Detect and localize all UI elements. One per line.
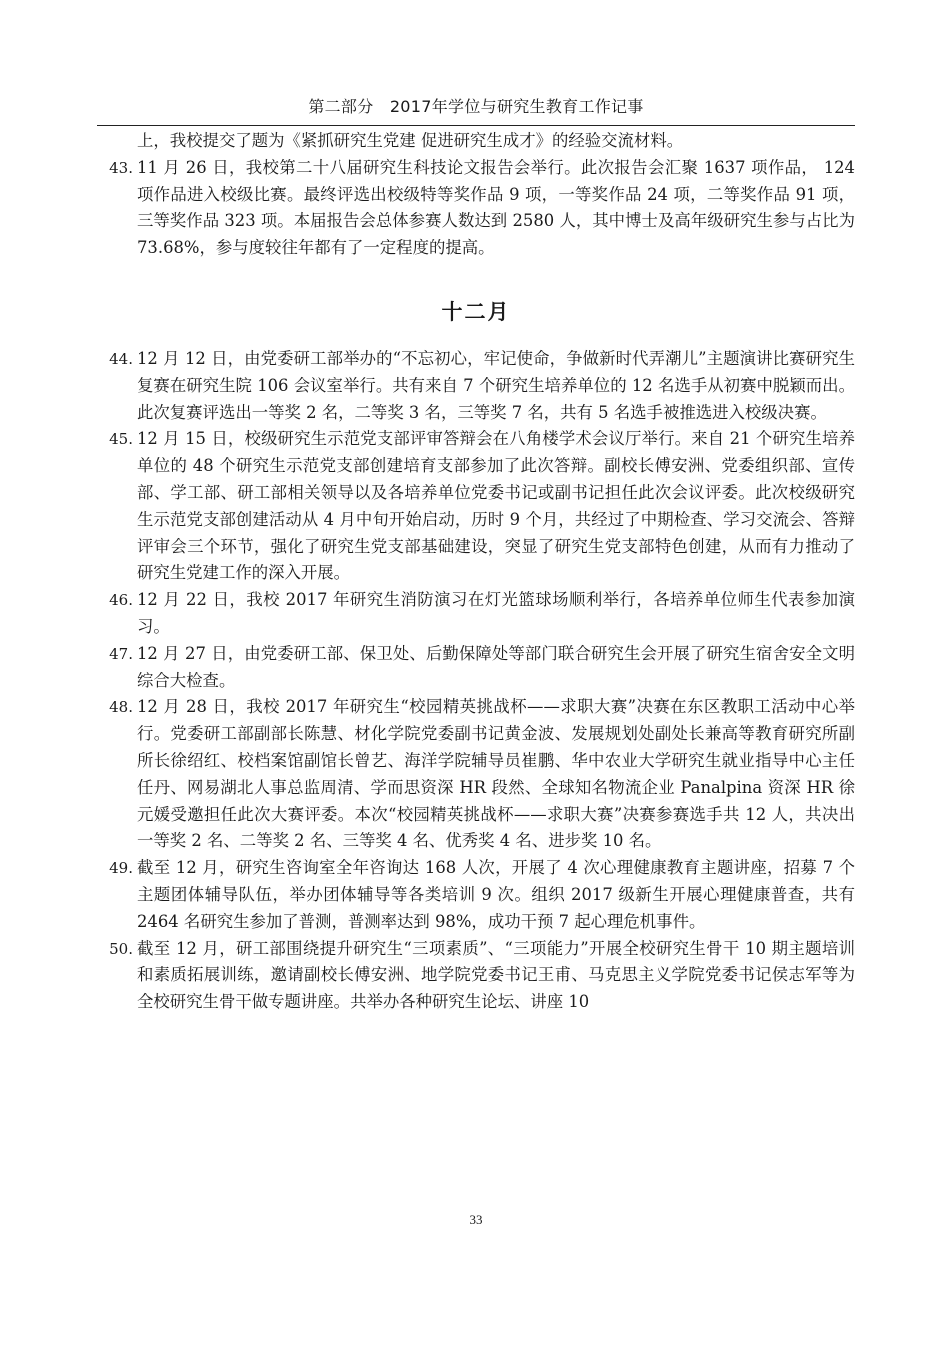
item-number: 50. xyxy=(109,939,133,958)
item-number: 43. xyxy=(109,158,133,177)
list-item xyxy=(97,855,855,935)
item-text: 12 月 22 日，我校 2017 年研究生消防演习在灯光篮球场顺利举行，各培养单位师生代表参加演习。 xyxy=(137,590,855,636)
page-body xyxy=(97,128,855,1016)
item-text: 12 月 28 日，我校 2017 年研究生“校园精英挑战杯——求职大赛”决赛在东区教职工活动中心举行。党委研工部副部长陈慧、材化学院党委副书记黄金波、发展规划处副处长兼高等教育研究所副所长徐绍红、校档案馆副馆长曾艺、海洋学院辅导员崔鹏、华中农业大学研究生就业指导中心主任任丹、网易湖北人事总监周清、学而思资深 HR 段然、全球知名物流企业 Panalpina 资深 HR 徐元媛受邀担任此次大赛评委。本次“校园精英挑战杯——求职大赛”决赛参赛选手共 12 人，共决出一等奖 2 名、二等奖 2 名、三等奖 4 名、优秀奖 4 名、进步奖 10 名。 xyxy=(137,697,855,851)
item-text: 12 月 12 日，由党委研工部举办的“不忘初心，牢记使命，争做新时代弄潮儿”主题演讲比赛研究生复赛在研究生院 106 会议室举行。共有来自 7 个研究生培养单位的 12 名选手从初赛中脱颖而出。此次复赛评选出一等奖 2 名，二等奖 3 名，三等奖 7 名，共有 5 名选手被推选进入校级决赛。 xyxy=(137,348,855,422)
list-item xyxy=(97,426,855,587)
item-text: 11 月 26 日，我校第二十八届研究生科技论文报告会举行。此次报告会汇聚 1637 项作品， 124 项作品进入校级比赛。最终评选出校级特等奖作品 9 项，一等奖作品 24 项，二等奖作品 91 项，三等奖作品 323 项。本届报告会总体参赛人数达到 2580 人，其中博士及高年级研究生参与占比为 73.68%，参与度较往年都有了一定程度的提高。 xyxy=(137,157,855,258)
list-item xyxy=(97,155,855,262)
running-header: 第二部分 2017年学位与研究生教育工作记事 xyxy=(308,97,644,116)
item-text: 截至 12 月，研究生咨询室全年咨询达 168 人次，开展了 4 次心理健康教育主题讲座，招募 7 个主题团体辅导队伍，举办团体辅导等各类培训 9 次。组织 2017 级新生开展心理健康普查，共有 2464 名研究生参加了普测，普测率达到 98%，成功干预 7 起心理危机事件。 xyxy=(137,858,855,931)
header-rule xyxy=(97,125,855,126)
list-item xyxy=(97,587,855,641)
item-number: 49. xyxy=(109,859,133,878)
list-item xyxy=(97,936,855,1016)
continuation-paragraph: 上，我校提交了题为《紧抓研究生党建 促进研究生成才》的经验交流材料。 xyxy=(137,131,684,150)
item-text: 截至 12 月，研工部围绕提升研究生“三项素质”、“三项能力”开展全校研究生骨干 10 期主题培训和素质拓展训练，邀请副校长傅安洲、地学院党委书记王甫、马克思主义学院党委书记侯志军等为全校研究生骨干做专题讲座。共举办各种研究生论坛、讲座 10 xyxy=(137,938,855,1012)
item-text: 12 月 15 日，校级研究生示范党支部评审答辩会在八角楼学术会议厅举行。来自 21 个研究生培养单位的 48 个研究生示范党支部创建培育支部参加了此次答辩。副校长傅安洲、党委组织部、宣传部、学工部、研工部相关领导以及各培养单位党委书记或副书记担任此次会议评委。此次校级研究生示范党支部创建活动从 4 月中旬开始启动，历时 9 个月，共经过了中期检查、学习交流会、答辩评审会三个环节，强化了研究生党支部基础建设，突显了研究生党支部特色创建，从而有力推动了研究生党建工作的深入开展。 xyxy=(137,429,855,583)
page-number: 33 xyxy=(469,1212,483,1227)
item-text: 12 月 27 日，由党委研工部、保卫处、后勤保障处等部门联合研究生会开展了研究生宿舍安全文明综合大检查。 xyxy=(137,643,855,690)
section-title: 十二月 xyxy=(441,299,511,324)
list-item xyxy=(97,346,855,426)
list-item xyxy=(97,641,855,695)
item-number: 45. xyxy=(109,430,133,449)
item-number: 48. xyxy=(109,698,133,717)
item-number: 44. xyxy=(109,349,133,368)
item-number: 47. xyxy=(109,644,133,663)
list-item xyxy=(97,694,855,855)
item-number: 46. xyxy=(109,591,133,610)
